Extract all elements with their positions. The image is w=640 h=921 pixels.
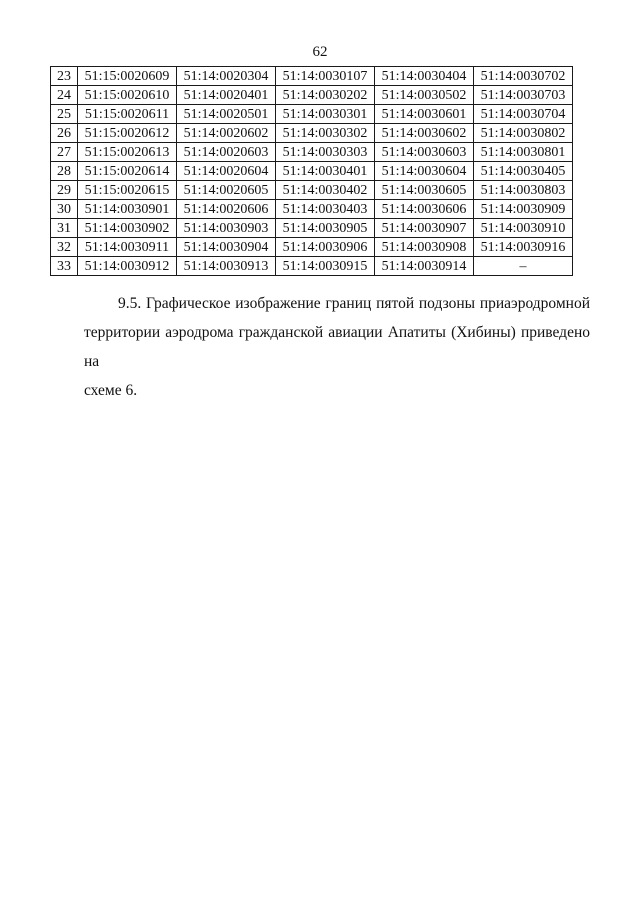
- row-number-cell: 27: [51, 143, 78, 162]
- cadastral-number-cell: 51:14:0020401: [177, 86, 276, 105]
- row-number-cell: 23: [51, 67, 78, 86]
- cadastral-number-cell: 51:14:0030302: [276, 124, 375, 143]
- cadastral-number-cell: 51:15:0020611: [78, 105, 177, 124]
- cadastral-number-cell: –: [474, 257, 573, 276]
- table-row: [51, 67, 573, 86]
- cadastral-number-cell: 51:14:0030602: [375, 124, 474, 143]
- row-number-cell: 25: [51, 105, 78, 124]
- cadastral-number-cell: 51:14:0020602: [177, 124, 276, 143]
- table-row: [51, 162, 573, 181]
- cadastral-number-cell: 51:14:0030801: [474, 143, 573, 162]
- cadastral-number-cell: 51:15:0020610: [78, 86, 177, 105]
- cadastral-number-cell: 51:14:0030907: [375, 219, 474, 238]
- cadastral-number-cell: 51:14:0030904: [177, 238, 276, 257]
- cadastral-table-body: [51, 67, 573, 276]
- page-number: 62: [312, 44, 328, 60]
- cadastral-number-cell: 51:14:0030914: [375, 257, 474, 276]
- cadastral-number-cell: 51:14:0030909: [474, 200, 573, 219]
- table-row: [51, 105, 573, 124]
- cadastral-number-cell: 51:14:0030107: [276, 67, 375, 86]
- cadastral-number-cell: 51:14:0030301: [276, 105, 375, 124]
- paragraph-9-5: [85, 289, 590, 405]
- table-row: [51, 86, 573, 105]
- paragraph-line-1: 9.5. Графическое изображение границ пятой подзоны приаэродромной: [118, 295, 590, 312]
- cadastral-number-cell: 51:14:0030908: [375, 238, 474, 257]
- cadastral-number-cell: 51:14:0020604: [177, 162, 276, 181]
- cadastral-number-cell: 51:14:0030802: [474, 124, 573, 143]
- cadastral-number-cell: 51:15:0020609: [78, 67, 177, 86]
- table-row: [51, 200, 573, 219]
- cadastral-number-cell: 51:14:0030402: [276, 181, 375, 200]
- cadastral-number-cell: 51:14:0030915: [276, 257, 375, 276]
- cadastral-number-cell: 51:14:0020605: [177, 181, 276, 200]
- cadastral-number-cell: 51:14:0030911: [78, 238, 177, 257]
- cadastral-number-cell: 51:14:0030604: [375, 162, 474, 181]
- paragraph-line-2: территории аэродрома гражданской авиации Апатиты (Хибины) приведено на: [84, 324, 590, 370]
- cadastral-number-cell: 51:14:0030401: [276, 162, 375, 181]
- cadastral-number-cell: 51:14:0030502: [375, 86, 474, 105]
- table-row: [51, 219, 573, 238]
- row-number-cell: 31: [51, 219, 78, 238]
- cadastral-number-cell: 51:14:0030912: [78, 257, 177, 276]
- table-row: [51, 143, 573, 162]
- cadastral-number-cell: 51:14:0030906: [276, 238, 375, 257]
- cadastral-number-cell: 51:14:0030901: [78, 200, 177, 219]
- cadastral-number-cell: 51:14:0030601: [375, 105, 474, 124]
- table-row: [51, 181, 573, 200]
- row-number-cell: 32: [51, 238, 78, 257]
- cadastral-number-cell: 51:14:0030910: [474, 219, 573, 238]
- cadastral-number-cell: 51:14:0030603: [375, 143, 474, 162]
- cadastral-number-cell: 51:14:0030303: [276, 143, 375, 162]
- row-number-cell: 29: [51, 181, 78, 200]
- cadastral-number-cell: 51:14:0030202: [276, 86, 375, 105]
- cadastral-number-cell: 51:14:0030605: [375, 181, 474, 200]
- cadastral-table: [50, 66, 573, 276]
- cadastral-number-cell: 51:14:0030606: [375, 200, 474, 219]
- paragraph-line-3: схеме 6.: [84, 382, 138, 399]
- cadastral-number-cell: 51:14:0030803: [474, 181, 573, 200]
- cadastral-number-cell: 51:14:0030702: [474, 67, 573, 86]
- cadastral-number-cell: 51:15:0020613: [78, 143, 177, 162]
- cadastral-number-cell: 51:14:0030903: [177, 219, 276, 238]
- row-number-cell: 30: [51, 200, 78, 219]
- cadastral-number-cell: 51:15:0020612: [78, 124, 177, 143]
- cadastral-number-cell: 51:14:0020304: [177, 67, 276, 86]
- row-number-cell: 28: [51, 162, 78, 181]
- cadastral-number-cell: 51:14:0020603: [177, 143, 276, 162]
- table-row: [51, 238, 573, 257]
- cadastral-number-cell: 51:14:0030905: [276, 219, 375, 238]
- cadastral-number-cell: 51:15:0020615: [78, 181, 177, 200]
- cadastral-number-cell: 51:14:0020501: [177, 105, 276, 124]
- table-row: [51, 124, 573, 143]
- cadastral-number-cell: 51:14:0030704: [474, 105, 573, 124]
- row-number-cell: 24: [51, 86, 78, 105]
- cadastral-number-cell: 51:14:0030703: [474, 86, 573, 105]
- cadastral-number-cell: 51:14:0030902: [78, 219, 177, 238]
- cadastral-number-cell: 51:14:0030404: [375, 67, 474, 86]
- cadastral-number-cell: 51:14:0030913: [177, 257, 276, 276]
- cadastral-number-cell: 51:14:0030916: [474, 238, 573, 257]
- table-row: [51, 257, 573, 276]
- cadastral-number-cell: 51:14:0030405: [474, 162, 573, 181]
- row-number-cell: 33: [51, 257, 78, 276]
- cadastral-number-cell: 51:14:0020606: [177, 200, 276, 219]
- row-number-cell: 26: [51, 124, 78, 143]
- cadastral-number-cell: 51:15:0020614: [78, 162, 177, 181]
- cadastral-number-cell: 51:14:0030403: [276, 200, 375, 219]
